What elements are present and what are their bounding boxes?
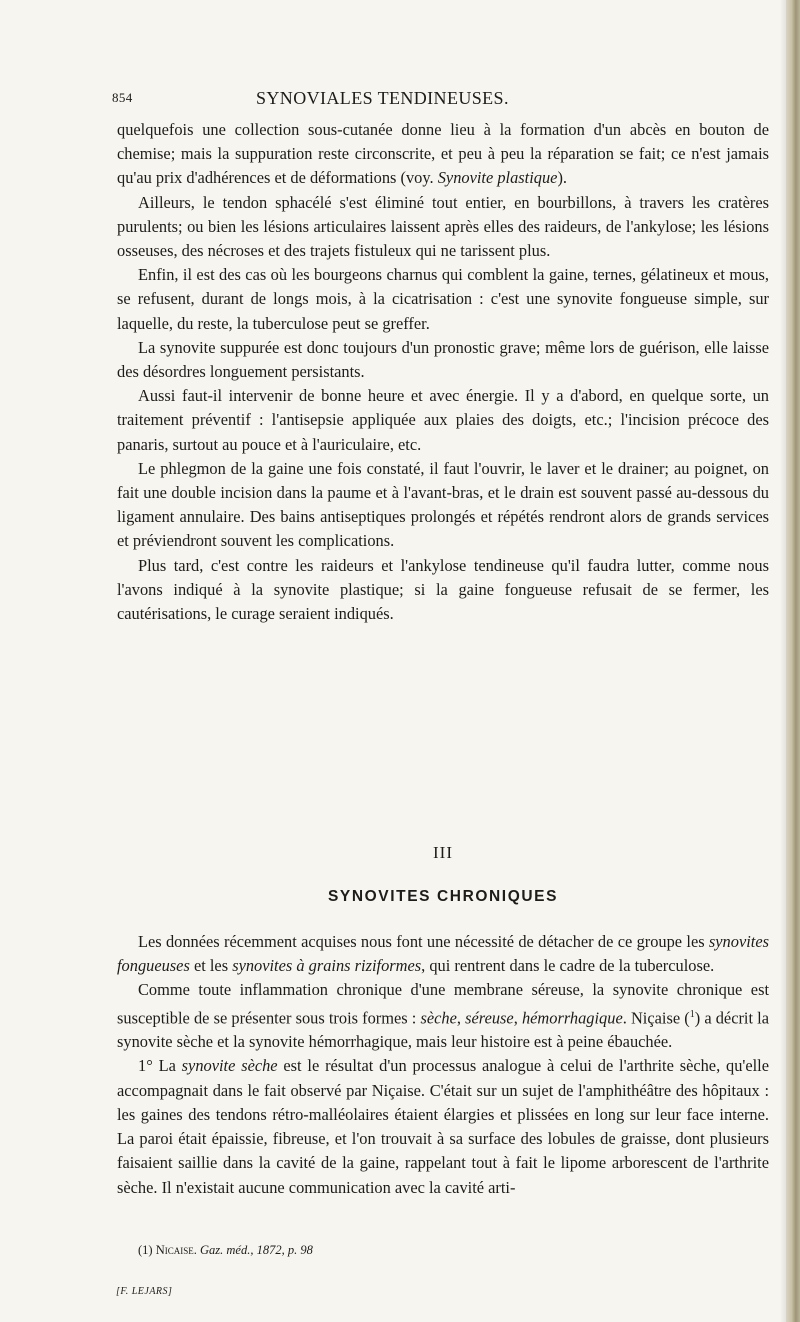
text-run: ). [557,168,567,188]
footnote [138,1243,758,1258]
paragraph [117,263,769,336]
paragraph [117,1054,769,1199]
text-run: Plus tard, c'est contre les raideurs et l'ankylose tendineuse qu'il faudra lutter, comme nous l'avons indiqué à la synovite plastique; si la gaine fongueuse refusait de se fermer, les cautérisations, le curage seraient indiqués. [117,555,769,624]
text-run: est le résultat d'un processus analogue à celui de l'arthrite sèche, qu'elle accompagnait dans le fait observé par Niçaise. C'était sur un sujet de l'amphithéâtre des hôpitaux : les gaines des tendons rétro-malléolaires étaient élargies et plissées en long sur leur face interne. La paroi était épaissie, fibreuse, et l'on trouvait à sa surface des lobules de graisse, dont plusieurs faisaient saillie dans la cavité de la gaine, rappelant tout à fait le lipome arborescent de l'arthrite sèche. Il n'existait aucune communication avec la cavité arti- [117,1056,770,1197]
text-run: et les [189,956,233,976]
text-run: . Niçaise ( [622,1008,690,1028]
footnote-reference: Gaz. méd., 1872, p. 98 [199,1243,313,1257]
paragraph [117,978,769,1054]
body-text-bottom [117,930,769,1200]
text-run: Enfin, il est des cas où les bourgeons charnus qui comblent la gaine, ternes, gélatineux et mous, se refusent, durant de longs mois, à la cicatrisation : c'est une synovite fongueuse simple, sur laquelle, du reste, la tuberculose peut se greffer. [117,265,769,333]
text-run: , qui rentrent dans le cadre de la tuberculose. [421,956,715,976]
paragraph [117,118,769,191]
page-edge [786,0,800,1322]
paragraph [117,191,769,264]
italic-text: hémorrhagique [521,1008,623,1028]
text-run: Les données récemment acquises nous font une nécessité de détacher de ce groupe les [138,932,709,951]
text-run: , [513,1008,522,1028]
italic-text: synovites fongueuses [117,932,769,976]
footnote-ref-marker: 1 [689,1008,695,1020]
paragraph [117,554,769,627]
text-run: quelquefois une collection sous-cutanée donne lieu à la formation d'un abcès en bouton de chemise; mais la suppuration reste circonscrite, et peu à peu la réparation se fait; ce n'est jamais qu'au prix d'adhérences et de déformations (voy. [117,120,769,188]
text-run: Aussi faut-il intervenir de bonne heure et avec énergie. Il y a d'abord, en quelque sorte, un traitement préventif : l'antisepsie appliquée aux plaies des doigts, etc.; l'incision précoce des panaris, surtout au pouce et à l'auriculaire, etc. [117,386,769,454]
paragraph [117,336,769,384]
italic-text: sèche [420,1008,457,1028]
section-number: III [433,843,453,862]
paragraph [117,384,769,457]
section-title: SYNOVITES CHRONIQUES [327,888,559,905]
printer-mark: [F. LEJARS] [116,1286,173,1297]
text-run: Le phlegmon de la gaine une fois constaté, il faut l'ouvrir, le laver et le drainer; au poignet, on fait une double incision dans la paume et à l'avant-bras, et le drain est souvent passé au-dessous du ligament annulaire. Des bains antiseptiques prolongés et répétés rendront alors de grands services et préviendront souvent les complications. [117,458,769,551]
italic-text: Synovite plastique [437,168,558,188]
italic-text: séreuse [465,1008,514,1028]
page-number: 854 [112,90,133,105]
text-run: , [456,1008,466,1028]
text-run: La synovite suppurée est donc toujours d'un pronostic grave; même lors de guérison, elle laisse des désordres longuement persistants. [117,337,769,382]
italic-text: synovite sèche [181,1056,278,1076]
italic-text: synovites à grains riziformes [232,956,422,976]
running-title: SYNOVIALES TENDINEUSES. [256,88,509,108]
text-run: ) a décrit la synovite sèche et la synovite hémorrhagique, mais leur histoire est à peine ébauchée. [117,1008,770,1052]
text-run: 1° La [138,1056,182,1076]
text-run: Comme toute inflammation chronique d'une membrane séreuse, la synovite chronique est susceptible de se présenter sous trois formes : [117,980,769,1028]
paragraph [117,457,769,554]
body-text-top [117,118,769,626]
footnote-author: Nicaise. [155,1243,197,1257]
text-run: Ailleurs, le tendon sphacélé s'est éliminé tout entier, en bourbillons, à travers les cratères purulents; ou bien les lésions articulaires laissent après elles des raideurs, de l'ankylose; les lésions osseuses, des nécroses et des trajets fistuleux qui ne tarissent plus. [117,192,769,261]
paragraph [117,930,769,978]
footnote-marker: (1) [138,1243,153,1257]
running-head [112,88,752,112]
